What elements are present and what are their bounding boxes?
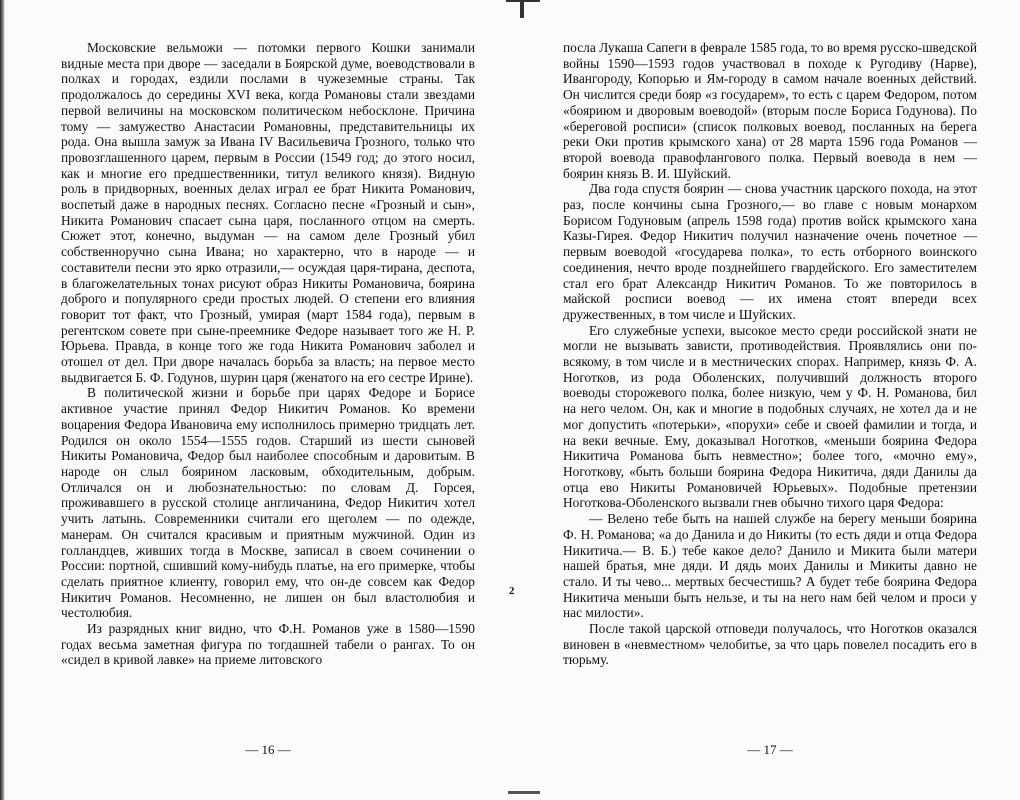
left-paragraph: В политической жизни и борьбе при царях Федоре и Борисе активное участие принял Федор Никитич Романов. Ко времени воцарения Федора Ивановича ему исполнилось примерно тридцать лет. Родился он около 1554—1555 годов. Старший из шести сыновей Никиты Романовича, Федор был наиболее способным и даровитым. В народе он слыл боярином ласковым, обходительным, добрым. Отличался он и любознательностью: по словам Д. Горсея, проживавшего в русской столице англичанина, Федор Никитич хотел учить латынь. Современники считали его щеголем — по одежде, манерам. Он считался красивым и приятным мужчиной. Один из голландцев, живших тогда в Москве, записал в своем сочинении о России: портной, сшивший кому-нибудь платье, на его примерке, чтобы сделать приятное клиенту, говорил ему, что он-де совсем как Федор Никитич Романов. Несомненно, не лишен он был властолюбия и честолюбия. [61,385,475,621]
right-page-text [563,40,977,740]
right-page-number: — 17 — [747,742,793,757]
right-paragraph: После такой царской отповеди получалось, что Ноготков оказался виновен в «невместном» челобитье, за что царь повелел посадить его в тюрьму. [563,621,977,668]
left-paragraph: Из разрядных книг видно, что Ф.Н. Романов уже в 1580—1590 годах весьма заметная фигура по тогдашней табели о рангах. То он «сидел в кривой лавке» на приеме литовского [61,621,475,668]
left-paragraph: Московские вельможи — потомки первого Кошки занимали видные места при дворе — заседали в Боярской думе, воеводствовали в полках и городах, ездили послами в чужеземные страны. Так продолжалось до середины XVI века, когда Романовы стали звездами первой величины на московском политическом небосклоне. Причина тому — замужество Анастасии Романовны, представительницы их рода. Она вышла замуж за Ивана IV Васильевича Грозного, только что провозглашенного царем, первым в России (1549 год; до этого носил, как и многие его предшественники, титул великого князя). Видную роль в придворных, военных делах играл ее брат Никита Романович, воспетый даже в народных песнях. Согласно песне «Грозный и сын», Никита Романович спасает сына царя, посланного отцом на смерть. Сюжет этот, конечно, выдуман — на самом деле Грозный убил собственноручно сына Ивана; но характерно, что в народе — и составители песни это ярко отразили,— осуждая царя-тирана, деспота, в благожелательных тонах рисуют образ Никиты Романовича, боярина доброго и популярного среди простых людей. О степени его влияния говорит тот факт, что Грозный, умирая (март 1584 года), первым в регентском совете при сыне-преемнике Федоре называет того же Н. Р. Юрьева. Правда, в конце того же года Никита Романович заболел и отошел от дел. При дворе началась борьба за власть; на первое место выдвигается Б. Ф. Годунов, шурин царя (женатого на его сестре Ирине). [61,40,475,385]
right-paragraph: посла Лукаша Сапеги в феврале 1585 года, то во время русско-шведской войны 1590—1593 годов участвовал в походе к Ругодиву (Нарве), Ивангороду, Копорью и Ям-городу в самом начале военных действий. Он числится среди бояр «з государем», то есть с царем Федором, потом «бояриюм и дворовым воеводой» (вторым после Бориса Годунова). По «береговой росписи» (список полковых воевод, посланных на берега реки Оки против крымского хана) от 28 марта 1596 года Романов — второй воевода правофлангового полка. Первый воевода в нем — боярин князь В. И. Шуйский. [563,40,977,181]
bottom-scan-mark [508,791,540,794]
right-paragraph: Два года спустя боярин — снова участник царского похода, на этот раз, после кончины сына Грозного,— во главе с новым монархом Борисом Годуновым (апрель 1598 года) против войск крымского хана Казы-Гирея. Федор Никитич получил назначение очень почетное — первым воеводой «государева полка», то есть отборного воинского соединения, нечто вроде позднейшего гвардейского. Его заместителем стал его брат Александр Никитич Романов. То же повторилось в майской росписи воевод — их имена стоят впереди всех дружественных, в том числе и Шуйских. [563,181,977,322]
gutter-number: 2 [509,585,515,597]
right-paragraph: — Велено тебе быть на нашей службе на берегу меньши боярина Ф. Н. Романова; «а до Данила и до Никиты (то есть дяди и отца Федора Никитича.— В. Б.) тебе какое дело? Данило и Микита были матери нашей братья, мне дяди. И дядь моих Данилы и Микиты давно не стало. И ты чево... мертвых бесчестишь? А будет тебе боярина Федора Никитича меньши быть нельзе, и ты на него нам бей челом и проси у нас милости». [563,511,977,621]
binding-edge [0,0,5,800]
left-page-number: — 16 — [245,742,291,757]
right-paragraph: Его служебные успехи, высокое место среди российской знати не могли не вызывать зависти, противодействия. Проявлялись они по-всякому, в том числе и в местнических спорах. Например, князь Ф. А. Ноготков, из рода Оболенских, получивший должность второго воеводы сторожевого полка, более низкую, чем у Ф. Н. Романова, бил на него челом. Он, как и многие в подобных случаях, не хотел да и не мог допустить «потерьки», «порухи» себе и своей фамилии и тогда, и на веки вечные. Ему, доказывал Ноготков, «меньши боярина Федора Никитича Романова быть невместно»; более того, «мочно ему», Ноготкову, «быть больши боярина Федора Никитича, дяди Данилы да отца ево Никиты Романовичей Юрьевых». Подобные претензии Ноготкова-Оболенского вызвали гнев обычно тихого царя Федора: [563,322,977,511]
left-page-text [61,40,475,740]
gutter-scan-mark [506,0,540,26]
